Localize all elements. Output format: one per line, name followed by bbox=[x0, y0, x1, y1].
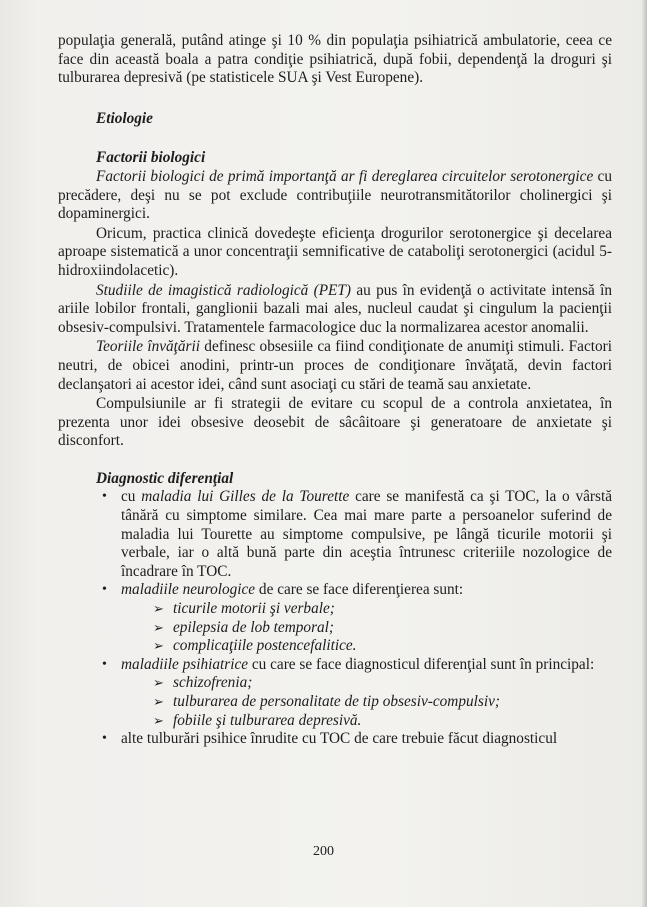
paragraph-text: au pus în evidenţă o activitate intensă în ariile lobilor frontali, ganglionii bazali mai ales, nucleul caudat şi cingulum la pacienţii obsesiv-compulsivi. Tratamentele farmacologice duc la normalizarea acestor anomalii. bbox=[58, 281, 612, 336]
paragraph-imagistica bbox=[58, 282, 612, 338]
bullet-icon: • bbox=[102, 489, 107, 505]
paragraph-practica-clinica: Oricum, practica clinică dovedeşte eficienţa drogurilor serotonergice şi decelarea aproape sistematică a unor concentraţii semnificative de cataboliţi serotonergici (acidul 5-hidroxiindolacetic). bbox=[58, 224, 612, 279]
heading-etiologie: Etiologie bbox=[96, 109, 153, 127]
sub-list-neurologice bbox=[121, 600, 612, 656]
paragraph-text: definesc obsesiile ca fiind condiţionate de anumiţi stimuli. Factori neutri, de obicei anodini, printr-un proces de condiţionare învăţată, devin factori declanşatori ai acestor idei, când sunt asociaţi cu stări de teamă sau anxietate. bbox=[58, 338, 612, 393]
arrow-bullet-icon: ➢ bbox=[153, 675, 164, 691]
italic-phrase: maladia lui Gilles de la Tourette bbox=[141, 488, 350, 506]
list-item-alte-tulburari bbox=[58, 730, 612, 749]
italic-phrase: Teoriile învăţării bbox=[96, 338, 201, 356]
italic-phrase: maladiile psihiatrice bbox=[121, 655, 249, 673]
arrow-bullet-icon: ➢ bbox=[153, 619, 164, 635]
sub-list-item: ➢ fobiile şi tulburarea depresivă. bbox=[153, 711, 362, 729]
italic-phrase: Studiile de imagistică radiologică (PET) bbox=[96, 281, 351, 299]
arrow-bullet-icon: ➢ bbox=[153, 712, 164, 728]
arrow-bullet-icon: ➢ bbox=[153, 694, 164, 709]
list-text: care se manifestă ca şi TOC, la o vârstă tânără cu simptome similare. Cea mai mare parte a persoanelor suferind de maladia lui Tourette au simptome compulsive, pe lângă ticurile motorii şi verbale, iar o altă bună parte din aceştia întrunesc criteriile nozologice de încadrare în TOC. bbox=[121, 488, 613, 580]
paragraph-compulsiunile: Compulsiunile ar fi strategii de evitare cu scopul de a controla anxietatea, în prezenta unor idei obsesive deosebit de sâcâitoare şi generatoare de anxietate şi disconfort. bbox=[58, 395, 612, 450]
sub-list-psihiatrice bbox=[121, 674, 612, 730]
paragraph-teoriile-invatarii bbox=[58, 338, 612, 394]
sub-list-item: ➢ complicaţiile postencefalitice. bbox=[153, 637, 357, 655]
sub-list-item: ➢ epilepsia de lob temporal; bbox=[153, 618, 335, 636]
paragraph-intro: populaţia generală, putând atinge şi 10 % din populaţia psihiatrică ambulatorie, ceea ce face din această boala a patra condiţie psihiatrică, după fobii, dependenţă la droguri şi tulburarea depresivă (pe statisticele SUA şi Vest Europene). bbox=[58, 32, 612, 87]
list-text: cu bbox=[121, 488, 142, 506]
paragraph-factori-biologici bbox=[58, 168, 612, 224]
sub-list-item: ➢ ticurile motorii şi verbale; bbox=[153, 600, 335, 618]
sub-list-item: ➢ schizofrenia; bbox=[153, 674, 253, 692]
list-text: cu care se face diagnosticul diferenţial sunt în principal: bbox=[248, 655, 595, 673]
sub-list-item: ➢ tulburarea de personalitate de tip obsesiv-compulsiv; bbox=[153, 693, 500, 710]
list-item-maladii-neurologice bbox=[58, 581, 612, 655]
diagnostic-list bbox=[58, 488, 612, 748]
arrow-bullet-icon: ➢ bbox=[153, 638, 164, 654]
page-content bbox=[58, 32, 612, 749]
list-item-tourette bbox=[58, 488, 612, 581]
bullet-icon: • bbox=[102, 656, 107, 672]
list-item-maladii-psihiatrice bbox=[58, 656, 612, 730]
list-text: alte tulburări psihice înrudite cu TOC de care trebuie făcut diagnosticul bbox=[121, 730, 558, 748]
italic-phrase: maladiile neurologice bbox=[121, 581, 256, 599]
arrow-bullet-icon: ➢ bbox=[153, 601, 164, 617]
list-text: de care se face diferenţierea sunt: bbox=[255, 581, 464, 599]
bullet-icon: • bbox=[102, 731, 107, 747]
heading-diagnostic-diferential: Diagnostic diferenţial bbox=[96, 469, 234, 487]
page-edge-shadow bbox=[641, 0, 647, 907]
bullet-icon: • bbox=[102, 582, 107, 598]
page-number: 200 bbox=[313, 844, 334, 859]
paragraph-text: cu precădere, deşi nu se pot exclude contribuţiile neurotransmitătorilor cholinergici şi dopaminergici. bbox=[58, 167, 612, 223]
italic-phrase: Factorii biologici de primă importanţă ar fi dereglarea circuitelor serotonergice bbox=[96, 167, 594, 185]
heading-factorii-biologici: Factorii biologici bbox=[96, 149, 206, 167]
